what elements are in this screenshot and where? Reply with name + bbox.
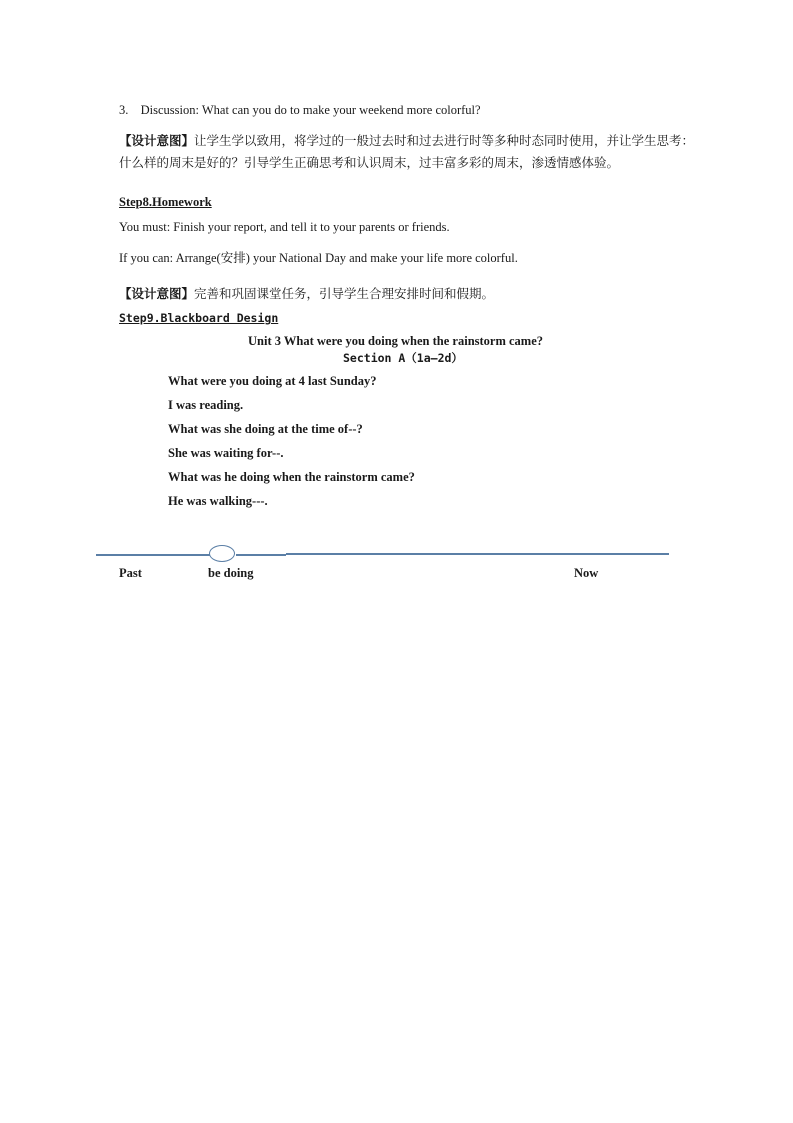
timeline-line-mid	[236, 554, 286, 556]
design-intent-text: 让学生学以致用，将学过的一般过去时和过去进行时等多种时态同时使用，并让学生思考：什么样的周末是好的？引导学生正确思考和认识周末，过丰富多彩的周末，渗透情感体验。	[119, 133, 695, 170]
design-intent-paragraph-1	[119, 130, 699, 174]
blackboard-section: Section A（1a—2d）	[343, 351, 463, 365]
blackboard-title: Unit 3 What were you doing when the rainstorm came?	[248, 334, 544, 348]
step9-heading: Step9.Blackboard Design	[119, 311, 279, 325]
blackboard-line: What was she doing at the time of--?	[168, 422, 363, 436]
blackboard-line: What was he doing when the rainstorm came?	[168, 470, 415, 484]
design-intent-tag: 【设计意图】	[119, 286, 195, 301]
discussion-number: 3.	[119, 103, 129, 117]
blackboard-line: I was reading.	[168, 398, 244, 412]
blackboard-line: He was walking---.	[168, 494, 268, 508]
timeline-line-right	[286, 553, 669, 555]
timeline-now-label: Now	[574, 566, 599, 580]
blackboard-line: She was waiting for--.	[168, 446, 284, 460]
step8-heading: Step8.Homework	[119, 195, 212, 209]
discussion-item	[119, 103, 481, 118]
homework-must: You must: Finish your report, and tell it to your parents or friends.	[119, 220, 450, 234]
discussion-text: Discussion: What can you do to make your weekend more colorful?	[140, 103, 481, 117]
timeline-middle-label: be doing	[208, 566, 254, 580]
timeline-line-left	[96, 554, 210, 556]
design-intent-tag: 【设计意图】	[119, 133, 195, 148]
timeline-circle	[209, 545, 235, 562]
blackboard-line: What were you doing at 4 last Sunday?	[168, 374, 377, 388]
homework-can: If you can: Arrange(安排) your National Day and make your life more colorful.	[119, 251, 518, 265]
design-intent-paragraph-2	[119, 283, 699, 305]
timeline-past-label: Past	[119, 566, 142, 580]
design-intent-text: 完善和巩固课堂任务，引导学生合理安排时间和假期。	[194, 286, 495, 301]
